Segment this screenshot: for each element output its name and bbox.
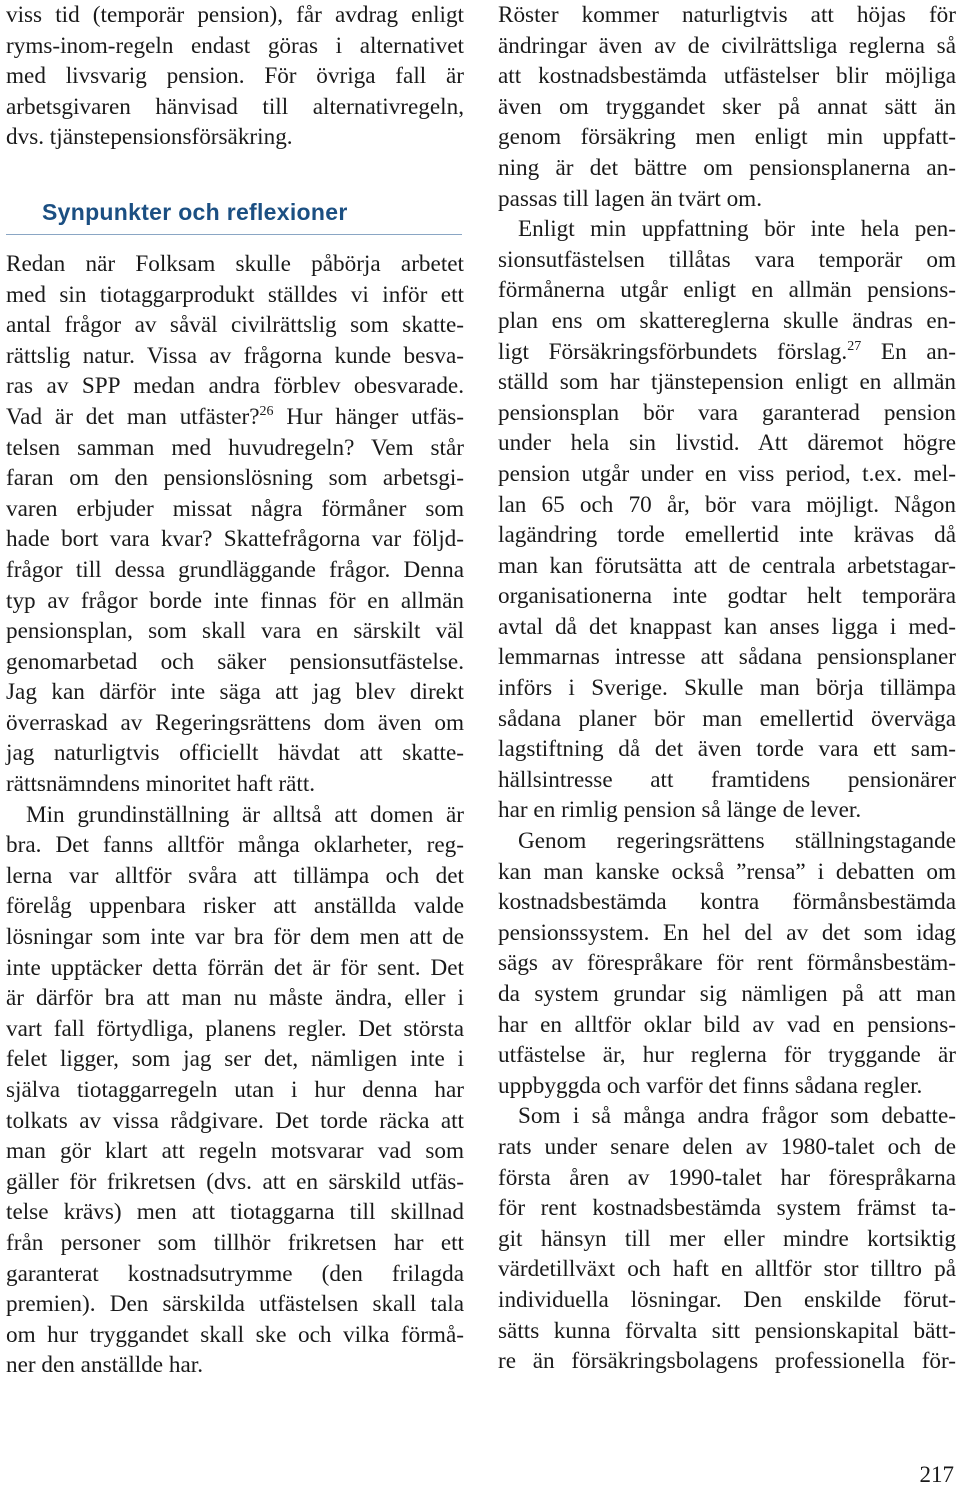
- text-line: lan 65 och 70 år, bör vara möjligt. Någon: [498, 491, 956, 518]
- text-line: man kan förutsätta att de centrala arbetstagar-: [498, 552, 956, 579]
- paragraph-advocates: [498, 1101, 956, 1376]
- text-line: Röster kommer naturligtvis att höjas för: [498, 2, 956, 28]
- text-line-with-footnote: [498, 337, 956, 368]
- text-line: pensionsplan, som skall vara en särskilt väl: [6, 618, 464, 645]
- text-line: förmånerna utgår enligt en allmän pensions-: [498, 277, 956, 304]
- text-line: överraskad av Regeringsrättens dom även om: [6, 709, 464, 736]
- text-line: har en alltför oklar bild av vad en pensions-: [498, 1011, 956, 1038]
- text-line: rättslig natur. Vissa av frågorna kunde besva-: [6, 342, 464, 369]
- text-line: även om tryggandet sker på annat sätt än: [498, 93, 956, 120]
- text-line: under hela sin livstid. Att däremot högre: [498, 430, 956, 457]
- text-line: rättsnämndens minoritet haft rätt.: [6, 771, 316, 798]
- text-line: re än försäkringsbolagens professionella för-: [498, 1348, 956, 1375]
- text-line: att kostnadsbestämda utfästelser blir möjliga: [498, 63, 956, 90]
- text-line: individuella lösningar. Den enskilde förut-: [498, 1286, 956, 1313]
- text-line: kan man kanske också ”rensa” i debatten om: [498, 858, 956, 885]
- text-line: vart fall förtydliga, planens regler. Det största: [6, 1015, 464, 1042]
- text-line: ändringar även av de civilrättsliga reglerna så: [498, 32, 956, 59]
- paragraph-civil-law: [498, 0, 956, 214]
- text-line: jag naturligtvis officiellt hävdat att skatte-: [6, 740, 464, 767]
- text-line: Som i så många andra frågor som debatte-: [518, 1103, 956, 1130]
- text-line: sådana planer bör man emellertid överväga: [498, 705, 956, 732]
- text-line: passas till lagen än tvärt om.: [498, 185, 763, 212]
- text-line: premien). Den särskilda utfästelsen skall tala: [6, 1291, 464, 1318]
- footnote-text-before: ligt Försäkringsförbundets förslag.: [498, 338, 848, 365]
- text-line: felet ligger, som jag ser det, nämligen inte i: [6, 1046, 464, 1073]
- right-column: [498, 0, 956, 1377]
- text-line: om hur tryggandet skall ske och vilka förmå-: [6, 1321, 464, 1348]
- text-line: genom försäkring men enligt min uppfatt-: [498, 124, 956, 151]
- text-line: lagstiftning då det även torde vara ett sam-: [498, 736, 956, 763]
- text-line: telsen samman med huvudregeln? Vem står: [6, 434, 464, 461]
- text-line: rats under senare delen av 1980-talet och de: [498, 1133, 956, 1160]
- text-line: genomarbetad och säker pensionsutfästelse.: [6, 648, 464, 675]
- text-line: viss tid (temporär pension), får avdrag enligt: [6, 2, 464, 28]
- text-line: Jag kan därför inte säga att jag blev direkt: [6, 679, 464, 706]
- text-line: värdetillväxt och haft en alltför stor tilltro på: [498, 1256, 956, 1283]
- text-line: förelåg uppenbara risker att anställda valde: [6, 893, 464, 920]
- text-line: själva tiotaggarregeln utan i hur denna har: [6, 1077, 464, 1103]
- text-line: pensionssystem. En hel del av det som idag: [498, 919, 956, 946]
- text-line: med livsvarig pension. För övriga fall är: [6, 63, 464, 90]
- text-line: antal frågor av såväl civilrättslig som skatte-: [6, 312, 464, 339]
- page-number: 217: [919, 1462, 954, 1487]
- text-line: Min grundinställning är alltså att domen är: [26, 801, 464, 828]
- text-line: Redan när Folksam skulle påbörja arbetet: [6, 250, 464, 277]
- text-line: gäller för frikretsen (dvs. att en särskild utfäs-: [6, 1168, 464, 1195]
- text-line: lagändring torde emellertid inte krävas då: [498, 522, 956, 549]
- text-line: för rent kostnadsbestämda system främst ta-: [498, 1195, 956, 1222]
- text-line: lerna var alltför svåra att tillämpa och det: [6, 862, 464, 889]
- text-line: typ av frågor borde inte finnas för en allmän: [6, 587, 464, 614]
- text-line: kostnadsbestämda kontra förmånsbestämda: [498, 889, 956, 916]
- text-line: införs i Sverige. Skulle man börja tillämpa: [498, 675, 956, 702]
- text-line: da system grundar sig nämligen på att man: [498, 981, 956, 1007]
- text-line: med sin tiotaggarprodukt ställdes vi inför ett: [6, 281, 464, 308]
- text-line: Genom regeringsrättens ställningstagande: [518, 828, 956, 855]
- text-line: faran om den pensionslösning som arbetsgi-: [6, 465, 464, 492]
- text-line: sionsutfästelsen tillåtas vara temporär om: [498, 246, 956, 273]
- paragraph-questions: [6, 249, 464, 800]
- text-line: ner den anställde har.: [6, 1352, 204, 1379]
- text-line: uppbyggda och varför det finns sådana regler.: [498, 1072, 923, 1099]
- footnote-text-before: Vad är det man utfäster?: [6, 403, 260, 430]
- paragraph-debate: [498, 826, 956, 1101]
- text-line: varen erbjuder missat några förmåner som: [6, 495, 464, 522]
- footnote-text-after: Hur hänger utfäs-: [273, 403, 464, 430]
- text-line: ras av SPP medan andra förblev obesvarade.: [6, 373, 464, 400]
- text-line: ning är det bättre om pensionsplanerna an-: [498, 154, 956, 181]
- text-line: sägs av förespråkare för rent förmånsbestäm-: [498, 950, 956, 977]
- text-line: lösningar som inte var bra för dem men att de: [6, 924, 464, 951]
- footnote-text-after: En an-: [861, 338, 956, 365]
- text-line: hällsintresse att framtidens pensionärer: [498, 766, 956, 793]
- text-line: är därför bra att man nu måste ändra, eller i: [6, 985, 464, 1012]
- intro-paragraph: [6, 0, 464, 153]
- text-line: garanterat kostnadsutrymme (den frilagda: [6, 1260, 464, 1287]
- text-line: dvs. tjänstepensionsförsäkring.: [6, 124, 293, 151]
- text-line: organisationerna inte godtar helt temporära: [498, 583, 956, 610]
- paragraph-temporary-pension: [498, 214, 956, 826]
- text-line: frågor till dessa grundläggande frågor. Denna: [6, 556, 464, 583]
- text-line: hade bort vara kvar? Skattefrågorna var följd-: [6, 526, 464, 553]
- text-line: tolkats av vissa rådgivare. Det torde räcka att: [6, 1107, 464, 1134]
- text-line: pensionsplan bör vara garanterad pension: [498, 399, 956, 426]
- text-line: telse krävs) men att tiotaggarna till skillnad: [6, 1199, 464, 1226]
- text-line: första åren av 1990-talet har förespråkarna: [498, 1164, 956, 1191]
- text-line: ryms-inom-regeln endast göras i alternativet: [6, 32, 464, 59]
- text-line: ställd som har tjänstepension enligt en allmän: [498, 369, 956, 396]
- text-line: från personer som tillhör frikretsen har ett: [6, 1229, 464, 1256]
- footnote-ref-27: 27: [847, 338, 862, 354]
- text-line: har en rimlig pension så länge de lever.: [498, 797, 862, 824]
- text-line: pension utgår under en viss period, t.ex. mel-: [498, 460, 956, 487]
- text-line: lemmarnas intresse att sådana pensionsplaner: [498, 644, 956, 671]
- text-line-with-footnote: [6, 402, 464, 433]
- text-line: utfästelse är, hur reglerna för tryggande är: [498, 1042, 956, 1069]
- footnote-ref-26: 26: [259, 403, 274, 419]
- text-line: avtal då det knappast kan anses ligga i med-: [498, 613, 956, 640]
- text-line: Enligt min uppfattning bör inte hela pen-: [518, 216, 956, 243]
- text-line: sätts kunna förvalta sitt pensionskapital bätt-: [498, 1317, 956, 1344]
- text-line: bra. Det fanns alltför många oklarheter, reg-: [6, 832, 464, 859]
- text-line: plan ens om skattereglerna skulle ändras en-: [498, 307, 956, 334]
- text-line: arbetsgivaren hänvisad till alternativregeln,: [6, 93, 464, 120]
- paragraph-verdict: [6, 800, 464, 1381]
- text-line: inte upptäcker detta förrän det är för sent. Det: [6, 954, 464, 981]
- section-heading: Synpunkter och reflexioner: [6, 199, 462, 235]
- text-line: man gör klart att regeln motsvarar vad som: [6, 1138, 464, 1165]
- left-column: [6, 0, 464, 1381]
- text-line: git hänsyn till mer eller mindre kortsiktig: [498, 1225, 956, 1252]
